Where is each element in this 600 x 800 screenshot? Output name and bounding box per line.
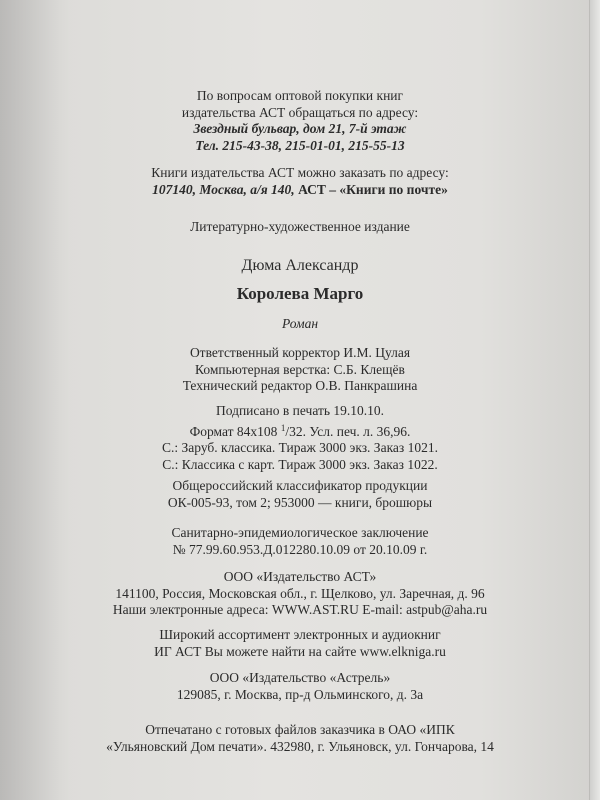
classifier-line-1: Общероссийский классификатор продукции: [172, 478, 428, 493]
publisher-contacts: Наши электронные адреса: WWW.AST.RU E-mail: astpub@aha.ru: [112, 602, 488, 617]
wholesale-phones: Тел. 215-43-38, 215-01-01, 215-55-13: [195, 137, 405, 153]
print-format-fraction-den: /32: [285, 423, 303, 439]
author: [0, 258, 600, 275]
publisher-name: ООО «Издательство АСТ»: [223, 569, 377, 584]
print-run-1: С.: Заруб. классика. Тираж 3000 экз. Заказ 1021.: [161, 440, 438, 455]
credit-layout: Компьютерная верстка: С.Б. Клещёв: [195, 361, 405, 377]
edition-type-text: Литературно-художественное издание: [190, 219, 410, 234]
author-name: Дюма Александр: [241, 257, 359, 274]
publisher: [0, 569, 600, 619]
astrel-address: 129085, г. Москва, пр-д Ольминского, д. 3а: [176, 686, 424, 702]
book-title-text: Королева Марго: [236, 284, 364, 303]
credits: [0, 345, 600, 395]
wholesale-info: [0, 88, 600, 154]
astrel: [0, 670, 600, 703]
order-address: 107140, Москва, а/я 140,: [152, 181, 299, 197]
audio-books: [0, 627, 600, 660]
printed-line-1: Отпечатано с готовых файлов заказчика в ОАО «ИПК: [145, 722, 455, 737]
credit-corrector: Ответственный корректор И.М. Цулая: [189, 345, 411, 360]
astrel-name: ООО «Издательство «Астрель»: [209, 670, 391, 685]
print-format-prefix: Формат 84х108: [189, 423, 281, 439]
print-run-2: С.: Классика с карт. Тираж 3000 экз. Заказ 1022.: [162, 456, 438, 472]
wholesale-address: Звездный бульвар, дом 21, 7-й этаж: [193, 121, 407, 136]
wholesale-line-2: издательства АСТ обращаться по адресу:: [181, 104, 419, 120]
edition-type: [0, 219, 600, 236]
print-format-suffix: . Усл. печ. л. 36,96.: [302, 423, 411, 439]
genre-text: Роман: [281, 316, 319, 331]
book-title: [0, 286, 600, 303]
print-format-fraction-num: 1: [280, 422, 286, 433]
wholesale-line-1: По вопросам оптовой покупки книг: [196, 88, 404, 103]
sanitary-line-1: Санитарно-эпидемиологическое заключение: [171, 525, 429, 540]
genre: [0, 316, 600, 333]
publisher-address: 141100, Россия, Московская обл., г. Щелково, ул. Заречная, д. 96: [115, 585, 485, 601]
audio-line-1: Широкий ассортимент электронных и аудиокниг: [159, 627, 441, 642]
print-signed: Подписано в печать 19.10.10.: [215, 403, 385, 418]
order-info: [0, 165, 600, 198]
printed-by: [0, 722, 600, 755]
sanitary: [0, 525, 600, 558]
audio-line-2: ИГ АСТ Вы можете найти на сайте www.elkniga.ru: [154, 643, 446, 659]
credit-editor: Технический редактор О.В. Панкрашина: [182, 378, 418, 393]
classifier: [0, 478, 600, 511]
order-line-1: Книги издательства АСТ можно заказать по адресу:: [151, 165, 449, 180]
classifier-line-2: ОК-005-93, том 2; 953000 — книги, брошюры: [167, 494, 433, 510]
sanitary-line-2: № 77.99.60.953.Д.012280.10.09 от 20.10.09 г.: [172, 541, 428, 557]
print-info: [0, 403, 600, 473]
printed-line-2: «Ульяновский Дом печати». 432980, г. Ульяновск, ул. Гончарова, 14: [106, 738, 494, 754]
order-service: АСТ – «Книги по почте»: [298, 181, 448, 197]
order-line-2: [0, 182, 600, 199]
print-format: [0, 420, 600, 441]
